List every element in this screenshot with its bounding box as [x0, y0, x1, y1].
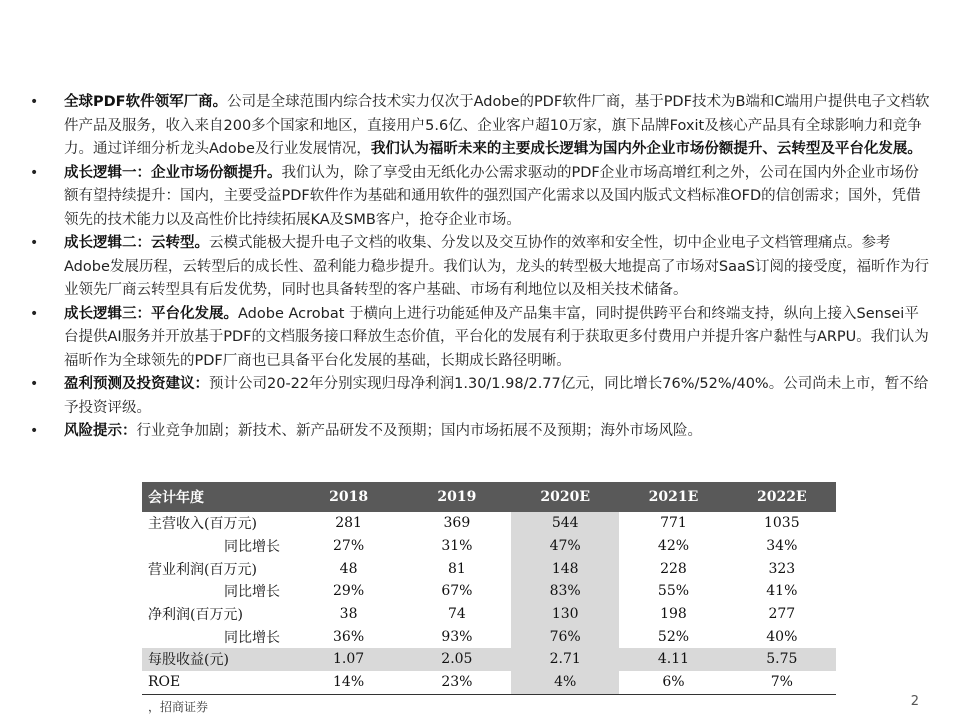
table-row — [142, 625, 836, 648]
table-header-row — [142, 482, 836, 512]
bullet-title: 风险提示： — [64, 423, 137, 439]
table-cell: 2.05 — [403, 648, 511, 671]
table-cell: 52% — [657, 628, 690, 645]
table-cell: 23% — [403, 671, 511, 694]
table-cell: 1.07 — [294, 648, 402, 671]
table-cell: 7% — [728, 671, 836, 694]
table-header-cell: 2021E — [619, 482, 727, 512]
table-cell: 771 — [660, 515, 687, 532]
table-cell: 76% — [511, 625, 619, 648]
table-cell: 14% — [294, 671, 402, 694]
table-cell: 544 — [511, 512, 619, 535]
table-cell: 81 — [447, 560, 466, 577]
table-cell: 93% — [441, 628, 473, 645]
table-header-cell: 会计年度 — [142, 482, 294, 512]
page-number: 2 — [910, 694, 919, 709]
bullet-title: 成长逻辑一：企业市场份额提升。 — [64, 164, 282, 181]
table-cell: 369 — [443, 515, 471, 532]
table-cell: 281 — [335, 515, 362, 532]
table-cell: 5.75 — [728, 648, 836, 671]
table-cell: 198 — [660, 606, 687, 623]
bullet-growth-logic-3 — [30, 303, 930, 374]
row-label: 营业利润(百万元) — [148, 561, 257, 578]
table-row — [142, 580, 836, 603]
table-cell: 67% — [441, 583, 473, 600]
row-label: 同比增长 — [224, 539, 280, 556]
table-row — [142, 557, 836, 580]
table-header-cell: 2022E — [728, 482, 836, 512]
table-header-cell: 2019 — [403, 482, 511, 512]
table-cell: 323 — [768, 560, 796, 577]
bullet-title: 全球PDF软件领军厂商。 — [64, 94, 228, 110]
table-cell: 2.71 — [511, 648, 619, 671]
row-label: 主营收入(百万元) — [148, 516, 257, 533]
table-cell: 29% — [333, 583, 365, 600]
table-row — [142, 671, 836, 694]
table-cell: 1035 — [763, 515, 800, 532]
bullet-dot-icon: • — [30, 305, 39, 322]
table-cell: 277 — [768, 606, 796, 623]
row-label: 每股收益(元) — [142, 648, 294, 671]
table-header-cell: 2018 — [294, 482, 402, 512]
table-row — [142, 535, 836, 558]
bullet-body: 公司是全球范围内综合技术实力仅次于Adobe的PDF软件厂商，基于PDF技术为B端和C端用户提供电子文档软件产品及服务，收入来自200多个国家和地区，直接用户5.6亿、企业客户超10万家，旗下品牌Foxit及核心产品具有全球影响力和竞争力。通过详细分析龙头Adobe及行业发展情况， — [64, 94, 930, 157]
table-cell: 6% — [619, 671, 727, 694]
bullet-risk — [30, 420, 930, 444]
bullet-body: Adobe Acrobat 于横向上进行功能延伸及产品集丰富，同时提供跨平台和终端支持，纵向上接入Sensei平台提供AI服务并开放基于PDF的文档服务接口释放生态价值，平台化的发展有利于获取更多付费用户并提升客户黏性与ARPU。我们认为福昕作为全球领先的PDF厂商也已具备平台化发展的基础，长期成长路径明晰。 — [64, 305, 929, 369]
table-cell: 31% — [441, 538, 473, 555]
table-cell: 27% — [333, 538, 365, 555]
table-cell: 4.11 — [619, 648, 727, 671]
financial-table — [142, 482, 836, 695]
table-cell: 55% — [657, 583, 690, 600]
table-cell: 42% — [657, 538, 690, 555]
bullet-body: 我们认为，除了享受由无纸化办公需求驱动的PDF企业市场高增红利之外，公司在国内外企业市场份额有望持续提升：国内，主要受益PDF软件作为基础和通用软件的强烈国产化需求以及国内版式文档标准OFD的信创需求；国外，凭借领先的技术能力以及高性价比持续拓展KA及SMB客户，抢夺企业市场。 — [64, 164, 921, 228]
row-label: 同比增长 — [224, 629, 280, 646]
bullet-growth-logic-2 — [30, 232, 930, 303]
financial-table-wrap — [142, 482, 836, 695]
row-label: 同比增长 — [224, 584, 280, 601]
footer-source: ，招商证券 — [148, 700, 209, 714]
table-cell: 48 — [339, 560, 358, 577]
table-cell: 40% — [766, 628, 798, 645]
table-row — [142, 603, 836, 626]
table-cell: 130 — [511, 603, 619, 626]
table-cell: 4% — [511, 671, 619, 694]
bullet-title: 成长逻辑二：云转型。 — [64, 235, 209, 251]
table-cell: 148 — [511, 557, 619, 580]
table-cell: 38 — [339, 606, 358, 623]
table-header-cell: 2020E — [511, 482, 619, 512]
table-cell: 228 — [660, 560, 687, 577]
table-cell: 47% — [511, 535, 619, 558]
bullet-growth-logic-1 — [30, 162, 930, 233]
bullet-body: 行业竞争加剧；新技术、新产品研发不及预期；国内市场拓展不及预期；海外市场风险。 — [136, 423, 702, 439]
bullet-dot-icon: • — [30, 164, 39, 181]
bullet-dot-icon: • — [30, 423, 39, 439]
bullet-list — [30, 91, 930, 444]
table-row — [142, 648, 836, 671]
bullet-body: 云模式能极大提升电子文档的收集、分发以及交互协作的效率和安全性，切中企业电子文档管理痛点。参考Adobe发展历程，云转型后的成长性、盈利能力稳步提升。我们认为，龙头的转型极大地提高了市场对SaaS订阅的接受度，福昕作为行业领先厂商云转型具有后发优势，同时也具备转型的客户基础、市场有利地位以及相关技术储备。 — [64, 235, 930, 298]
bullet-forecast — [30, 373, 930, 420]
bullet-global-leader — [30, 91, 930, 162]
bullet-title: 成长逻辑三：平台化发展。 — [64, 305, 238, 322]
bullet-title: 盈利预测及投资建议： — [64, 376, 209, 392]
table-cell: 41% — [766, 583, 798, 600]
table-cell: 34% — [766, 538, 798, 555]
bullet-tail: 我们认为福昕未来的主要成长逻辑为国内外企业市场份额提升、云转型及平台化发展。 — [370, 141, 922, 157]
bullet-dot-icon: • — [30, 376, 39, 392]
table-cell: 36% — [333, 628, 365, 645]
bullet-dot-icon: • — [30, 94, 39, 110]
row-label: ROE — [142, 671, 294, 694]
table-cell: 83% — [511, 580, 619, 603]
bullet-dot-icon: • — [30, 235, 39, 251]
table-cell: 74 — [447, 606, 466, 623]
bullet-body: 预计公司20-22年分别实现归母净利润1.30/1.98/2.77亿元，同比增长76%/52%/40%。公司尚未上市，暂不给予投资评级。 — [64, 376, 929, 416]
row-label: 净利润(百万元) — [148, 607, 243, 624]
table-row — [142, 512, 836, 535]
